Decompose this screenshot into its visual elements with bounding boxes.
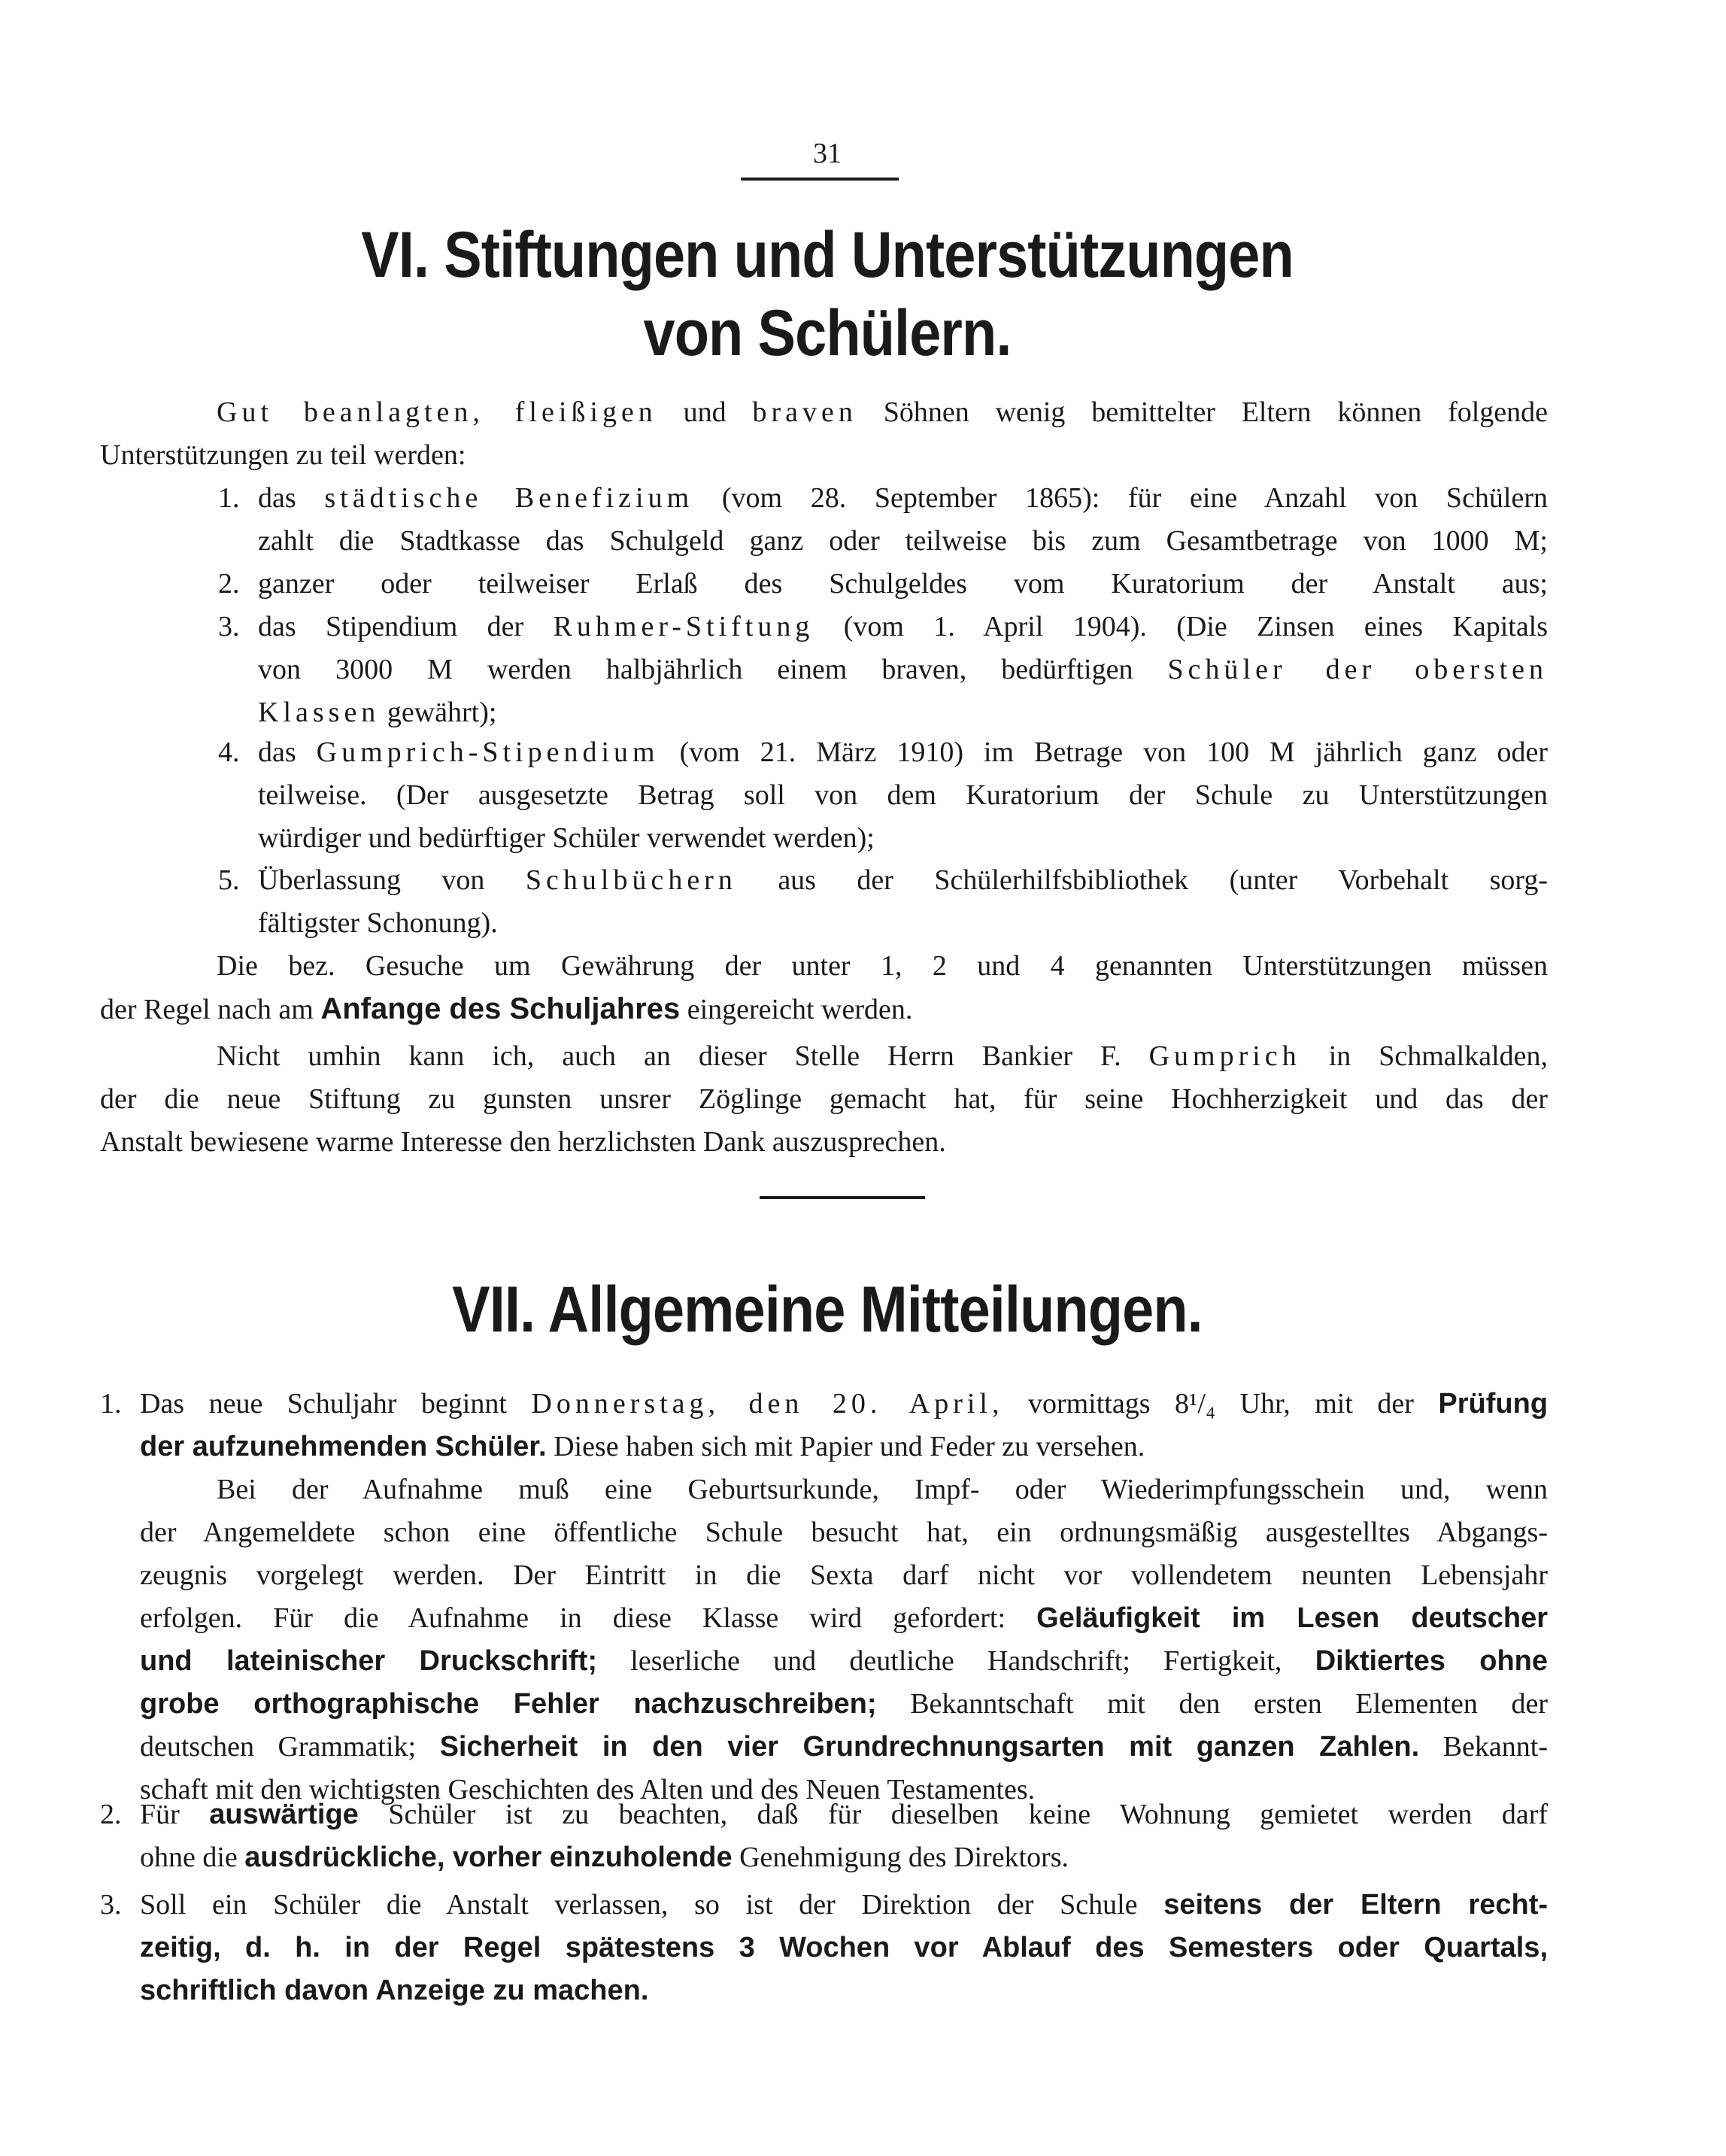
item6-3-line2: [258, 648, 1548, 691]
section-6-para2: [100, 1035, 1548, 1164]
item7-3-line3: schriftlich davon Anzeige zu machen.: [140, 1975, 649, 2006]
intro-und: und: [683, 396, 726, 428]
section-6-title-line1: VI. Stiftungen und Unterstützungen: [361, 219, 1294, 291]
item6-2: [258, 563, 1548, 606]
item6-3-text-2a: von 3000 M werden halbjährlich einem braven, bedürftigen: [258, 654, 1133, 685]
intro-emph-2: braven: [752, 396, 857, 428]
item6-5-text-c: aus der Schülerhilfsbibliothek (unter Vorbehalt sorg-: [778, 864, 1549, 896]
item7-1-number: 1.: [100, 1388, 122, 1420]
item7-1-line10: schaft mit den wichtigsten Geschichten des Alten und des Neuen Testamentes.: [140, 1774, 1036, 1805]
item7-1-line5: zeugnis vorgelegt werden. Der Eintritt in die Sexta darf nicht vor vollendetem neunten Lebensjahr: [140, 1559, 1548, 1591]
item7-2-emph: auswärtige: [209, 1799, 359, 1830]
item7-2-emph-2: ausdrückliche, vorher einzuholende: [244, 1842, 733, 1873]
intro-line2: Unterstützungen zu teil werden:: [100, 439, 466, 471]
item7-1-emph-7c: Diktiertes ohne: [1315, 1645, 1549, 1677]
header-rule: [741, 178, 899, 181]
item6-3-line1: [258, 606, 1548, 648]
item6-5-text-a: Überlassung von: [258, 864, 485, 896]
item7-1-text-6a: erfolgen. Für die Aufnahme in diese Klasse wird gefordert:: [140, 1602, 1006, 1634]
section-divider: [760, 1196, 925, 1199]
item6-1-line2: zahlt die Stadtkasse das Schulgeld ganz oder teilweise bis zum Gesamtbetrage von 1000 M;: [258, 525, 1548, 557]
para1-text-c: eingereicht werden.: [687, 994, 913, 1025]
item6-1-text-a: das: [258, 482, 296, 514]
item7-2-text-2c: Genehmigung des Direktors.: [739, 1842, 1069, 1873]
item7-1-line6: [140, 1597, 1548, 1640]
item7-1-line1: [140, 1383, 1548, 1426]
para2-emph: Gumprich: [1148, 1040, 1301, 1072]
item7-1-emph-2: der aufzunehmenden Schüler.: [140, 1431, 547, 1462]
item7-2: [140, 1793, 1548, 1879]
item6-1-emph: städtische Benefizium: [324, 482, 694, 514]
item7-1-line8: [140, 1683, 1548, 1726]
item6-4-text-a: das: [258, 736, 296, 768]
item7-1-line3: Bei der Aufnahme muß eine Geburtsurkunde, Impf- oder Wiederimpfungsschein und, wenn: [217, 1474, 1548, 1505]
section-6-para1: [100, 945, 1548, 1031]
item7-1-emph-6b: Geläufigkeit im Lesen deutscher: [1036, 1602, 1549, 1634]
item6-5-emph: Schulbüchern: [525, 864, 737, 896]
item7-1-text-2b: Diese haben sich mit Papier und Feder zu versehen.: [554, 1431, 1145, 1462]
item7-1-line4: der Angemeldete schon eine öffentliche Schule besucht hat, ein ordnungsmäßig ausgestelltes Abgangs-: [140, 1517, 1548, 1548]
para2-text-a: Nicht umhin kann ich, auch an dieser Stelle Herrn Bankier F.: [217, 1040, 1121, 1072]
intro-emph-1: Gut beanlagten, fleißigen: [217, 396, 657, 428]
item6-2-line1: ganzer oder teilweiser Erlaß des Schulgeldes vom Kuratorium der Anstalt aus;: [258, 568, 1548, 600]
item6-3: [258, 606, 1548, 734]
item6-4-text-c: (vom 21. März 1910) im Betrage von 100 M jährlich ganz oder: [679, 736, 1549, 768]
item7-3-line1: [140, 1884, 1548, 1927]
item7-3-emph: seitens der Eltern recht-: [1163, 1889, 1548, 1921]
item6-5-line1: [258, 859, 1548, 902]
item7-1-line9: [140, 1726, 1548, 1769]
section-7-title: VII. Allgemeine Mitteilungen.: [452, 1274, 1203, 1346]
item6-4-line2: teilweise. (Der ausgesetzte Betrag soll von dem Kuratorium der Schule zu Unterstützungen: [258, 779, 1548, 811]
item7-2-line1: [140, 1793, 1548, 1836]
item7-1-emph-9b: Sicherheit in den vier Grundrechnungsarten mit ganzen Zahlen.: [439, 1731, 1420, 1763]
item7-1-text-9c: Bekannt-: [1442, 1731, 1548, 1763]
item7-1-line7: [140, 1640, 1548, 1683]
item6-1-line1: [258, 477, 1548, 520]
item6-2-number: 2.: [218, 568, 240, 600]
item7-1: [140, 1383, 1548, 1811]
item7-2-text-a: Für: [140, 1799, 180, 1830]
para2-line2: der die neue Stiftung zu gunsten unsrer Zöglinge gemacht hat, für seine Hochherzigkeit und das der: [100, 1083, 1548, 1115]
item7-1-emph-8a: grobe orthographische Fehler nachzuschreiben;: [140, 1688, 877, 1720]
item6-3-emph: Ruhmer-Stiftung: [553, 611, 814, 642]
item7-2-text-2a: ohne die: [140, 1842, 238, 1873]
item6-3-emph-2: Schüler der obersten: [1167, 654, 1548, 685]
item6-5: [258, 859, 1548, 945]
item7-3-text-a: Soll ein Schüler die Anstalt verlassen, so ist der Direktion der Schule: [140, 1889, 1138, 1921]
item6-4-number: 4.: [218, 736, 240, 768]
para2-line1: [100, 1035, 1548, 1078]
item7-1-text-a: Das neue Schuljahr beginnt: [140, 1388, 507, 1420]
item6-3-emph-3: Klassen: [258, 697, 381, 728]
item6-1-text-c: (vom 28. September 1865): für eine Anzahl von Schülern: [721, 482, 1549, 514]
item7-1-text-9a: deutschen Grammatik;: [140, 1731, 417, 1763]
item6-5-number: 5.: [218, 864, 240, 896]
item6-4-line3: würdiger und bedürftiger Schüler verwendet werden);: [258, 822, 875, 854]
para1-line2: [100, 988, 1548, 1031]
item6-3-text-a: das Stipendium der: [258, 611, 524, 642]
item6-3-text-3b: gewährt);: [387, 697, 497, 728]
item7-1-text-7b: leserliche und deutliche Handschrift; Fertigkeit,: [630, 1645, 1282, 1677]
item7-1-line2: [140, 1426, 1548, 1468]
item7-3: [140, 1884, 1548, 2012]
section-6-intro: [100, 391, 1548, 477]
item6-3-line3: [258, 691, 1548, 734]
para2-text-c: in Schmalkalden,: [1328, 1040, 1549, 1072]
item6-4-line1: [258, 731, 1548, 774]
item7-2-line2: [140, 1836, 1548, 1879]
section-6-title-line2: von Schülern.: [643, 297, 1012, 369]
item7-1-text-c: vormittags 8¹/₄ Uhr, mit der: [1027, 1388, 1414, 1420]
item6-4: [258, 731, 1548, 860]
item7-1-emph-7a: und lateinischer Druckschrift;: [140, 1645, 598, 1677]
para1-text-a: der Regel nach am: [100, 994, 314, 1025]
para1-emph: Anfange des Schuljahres: [320, 992, 681, 1025]
para2-line3: Anstalt bewiesene warme Interesse den herzlichsten Dank auszusprechen.: [100, 1126, 946, 1158]
item6-5-line2: fältigster Schonung).: [258, 907, 498, 939]
item6-3-text-c: (vom 1. April 1904). (Die Zinsen eines Kapitals: [843, 611, 1549, 642]
para1-line1: Die bez. Gesuche um Gewährung der unter 1, 2 und 4 genannten Unterstützungen müssen: [217, 950, 1548, 982]
item7-1-emph-1: Prüfung: [1438, 1388, 1549, 1420]
item6-3-number: 3.: [218, 611, 240, 642]
intro-rest: Söhnen wenig bemittelter Eltern können folgende: [883, 396, 1549, 428]
item6-1-number: 1.: [218, 482, 240, 514]
item7-3-number: 3.: [100, 1889, 122, 1921]
item6-4-emph: Gumprich-Stipendium: [316, 736, 660, 768]
page-number: 31: [813, 138, 842, 169]
intro-line1: [100, 391, 1548, 434]
item7-2-number: 2.: [100, 1799, 122, 1830]
item6-1: [258, 477, 1548, 563]
item7-1-text-8b: Bekanntschaft mit den ersten Elementen der: [910, 1688, 1548, 1720]
item7-2-text-c: Schüler ist zu beachten, daß für dieselben keine Wohnung gemietet werden darf: [388, 1799, 1549, 1830]
item7-1-date: Donnerstag, den 20. April,: [531, 1388, 1004, 1420]
item7-3-line2: zeitig, d. h. in der Regel spätestens 3 Wochen vor Ablauf des Semesters oder Quartals,: [140, 1932, 1548, 1963]
